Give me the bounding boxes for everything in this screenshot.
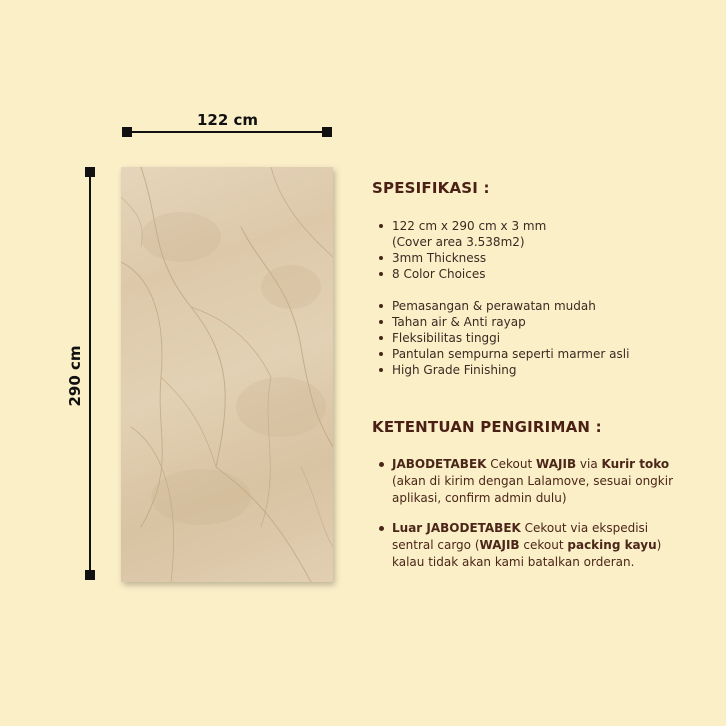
wajib-label: WAJIB [536,457,577,471]
courier-label: Kurir toko [601,457,670,471]
list-item: High Grade Finishing [392,362,629,378]
text-segment: Cekout [486,457,537,471]
width-dimension-label: 122 cm [197,111,259,129]
list-item: Pantulan sempurna seperti marmer asli [392,347,630,361]
height-dimension-line [89,172,91,576]
spec-list-features [372,298,629,378]
text-segment: (akan di kirim dengan Lalamove, sesuai ongkir aplikasi, confirm admin dulu) [392,474,674,505]
region-label: JABODETABEK [392,457,487,471]
height-dimension-end-bottom [85,570,95,580]
text-segment: via [576,457,602,471]
width-dimension-line [127,131,327,133]
text-segment: ) kalau tidak akan kami batalkan orderan. [392,538,662,569]
height-dimension-end-top [85,167,95,177]
text-segment: Cekout via ekspedisi sentral cargo ( [392,521,649,552]
marble-veins [121,167,333,582]
marble-slab-image [121,167,333,582]
list-item: 8 Color Choices [392,266,546,282]
list-item: 122 cm x 290 cm x 3 mm [392,219,547,233]
list-item: Tahan air & Anti rayap [392,314,629,330]
packing-label: packing kayu [567,538,657,552]
pengiriman-title: KETENTUAN PENGIRIMAN : [372,418,602,436]
width-dimension-end-right [322,127,332,137]
wajib-label: WAJIB [479,538,520,552]
height-dimension-label: 290 cm [66,345,84,407]
region-label: Luar JABODETABEK [392,521,521,535]
list-item: Pemasangan & perawatan mudah [392,298,629,314]
list-item: 3mm Thickness [392,250,546,266]
list-item [392,456,692,507]
list-item [392,520,692,571]
shipping-rule-luar-jabodetabek [372,520,692,571]
list-item-subtext: (Cover area 3.538m2) [392,235,525,249]
list-item: Fleksibilitas tinggi [392,330,629,346]
width-dimension-end-left [122,127,132,137]
spesifikasi-title: SPESIFIKASI : [372,179,490,197]
shipping-rule-jabodetabek [372,456,692,507]
spec-list-dimensions [372,218,546,282]
text-segment: cekout [519,538,568,552]
